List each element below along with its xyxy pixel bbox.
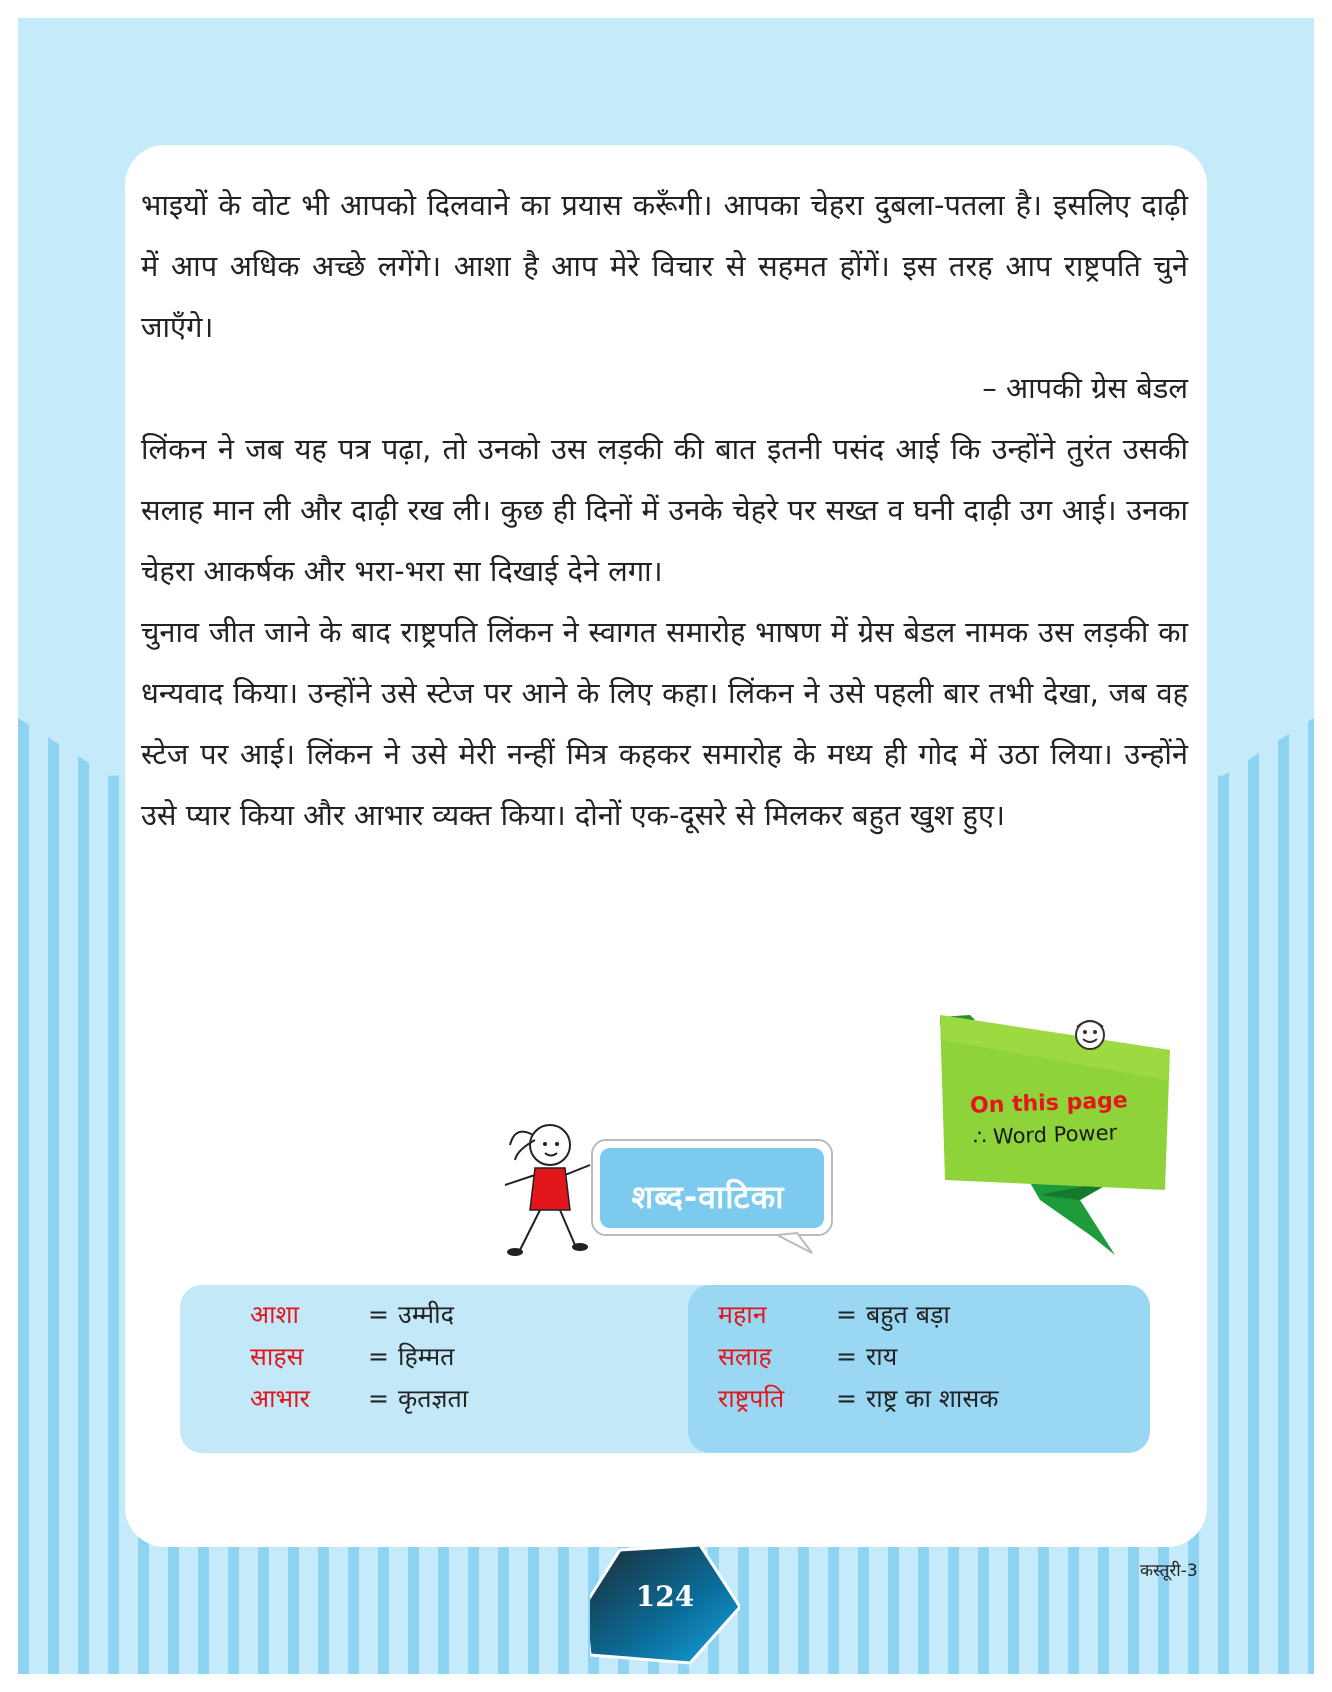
vocab-equals: = [836,1341,857,1371]
vocab-meaning: राष्ट्र का शासक [866,1384,999,1413]
vocab-equals: = [836,1299,857,1329]
vocab-row [718,1293,998,1335]
vocab-equals: = [368,1383,389,1413]
paragraph-3: चुनाव जीत जाने के बाद राष्ट्रपति लिंकन ने स्वागत समारोह भाषण में ग्रेस बेडल नामक उस लड़की का धन्यवाद किया। उन्होंने उसे स्टेज पर आने के लिए कहा। लिंकन ने उसे पहली बार तभी देखा, जब वह स्टेज पर आई। लिंकन ने उसे मेरी नन्हीं मित्र कहकर समारोह के मध्य ही गोद में उठा लिया। उन्होंने उसे प्यार किया और आभार व्यक्त किया। दोनों एक-दूसरे से मिलकर बहुत खुश हुए। [141,615,1188,832]
vocab-equals: = [836,1383,857,1413]
vocab-word: महान [718,1300,767,1329]
book-name: कस्तूरी-3 [1140,1561,1198,1581]
vocab-word: सलाह [718,1342,772,1371]
vocab-word: आशा [250,1300,300,1329]
vocab-row [718,1335,998,1377]
page-number: 124 [635,1580,695,1613]
vocab-equals: = [368,1341,389,1371]
banner-item: ∴ Word Power [972,1120,1118,1150]
story-text [141,175,1188,846]
paragraph-2: लिंकन ने जब यह पत्र पढ़ा, तो उनको उस लड़की की बात इतनी पसंद आई कि उन्होंने तुरंत उसकी सलाह मान ली और दाढ़ी रख ली। कुछ ही दिनों में उनके चेहरे पर सख्त व घनी दाढ़ी उग आई। उनका चेहरा आकर्षक और भरा-भरा सा दिखाई देने लगा। [141,432,1188,588]
vocab-meaning: राय [866,1342,898,1371]
vocabulary-right-column [718,1293,998,1419]
vocabulary-left-column [250,1293,468,1419]
vocab-row [250,1335,468,1377]
smiley-face-icon [1076,1021,1104,1049]
running-girl-illustration [495,1120,595,1260]
vocab-equals: = [368,1299,389,1329]
section-heading: शब्द-वाटिका [631,1178,785,1216]
banner-title: On this page [969,1088,1129,1119]
letter-signature: – आपकी ग्रेस बेडल [982,371,1188,405]
vocab-meaning: उम्मीद [398,1300,454,1329]
vocab-row [250,1377,468,1419]
vocab-word: राष्ट्रपति [718,1384,785,1413]
vocab-word: साहस [250,1342,304,1371]
vocab-meaning: हिम्मत [398,1342,455,1371]
paragraph-1: भाइयों के वोट भी आपको दिलवाने का प्रयास करूँगी। आपका चेहरा दुबला-पतला है। इसलिए दाढ़ी में आप अधिक अच्छे लगेंगे। आशा है आप मेरे विचार से सहमत होंगें। इस तरह आप राष्ट्रपति चुने जाएँगे। [141,188,1188,344]
vocab-row [718,1377,998,1419]
vocab-meaning: बहुत बड़ा [866,1300,950,1329]
vocab-word: आभार [250,1384,310,1413]
vocab-meaning: कृतज्ञता [398,1384,469,1413]
vocabulary-box [180,1285,1150,1453]
content-card [125,145,1207,1547]
vocab-row [250,1293,468,1335]
